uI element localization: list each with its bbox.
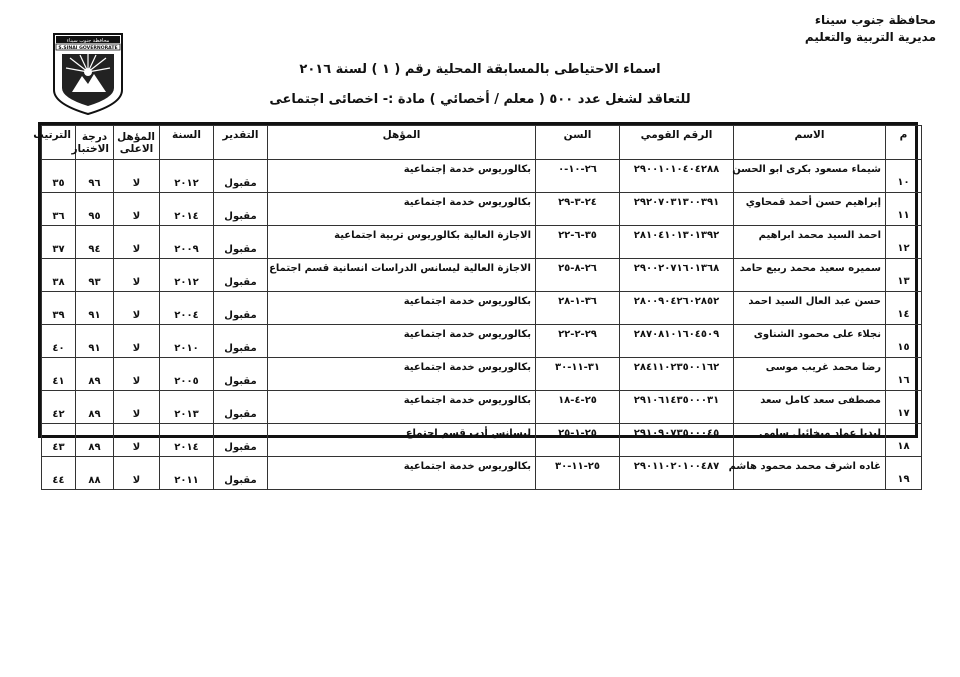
- cell-test-score: ٩١: [76, 325, 114, 358]
- cell-test-score: ٩٣: [76, 259, 114, 292]
- cell-year: ٢٠١٢: [160, 259, 214, 292]
- cell-grade: مقبول: [214, 160, 268, 193]
- cell-qualification: بكالوريوس خدمة اجتماعية: [268, 457, 536, 490]
- cell-higher-qualification: لا: [114, 457, 160, 490]
- cell-m: ١٨: [886, 424, 922, 457]
- header-qualification: المؤهل: [268, 126, 536, 160]
- cell-national-id: ٢٩١٠٦١٤٣٥٠٠٠٣١: [620, 391, 734, 424]
- cell-higher-qualification: لا: [114, 193, 160, 226]
- cell-qualification: بكالوريوس خدمة اجتماعية: [268, 325, 536, 358]
- cell-rank: ٣٦: [42, 193, 76, 226]
- header-age: السن: [536, 126, 620, 160]
- cell-qualification: بكالوريوس خدمة اجتماعية: [268, 391, 536, 424]
- table-row: [42, 292, 922, 325]
- cell-grade: مقبول: [214, 226, 268, 259]
- cell-grade: مقبول: [214, 358, 268, 391]
- document-title: اسماء الاحتياطى بالمسابقة المحلية رقم ( ١ ) لسنة ٢٠١٦: [299, 62, 661, 77]
- reserve-list-table: [33, 122, 918, 486]
- cell-test-score: ٩٤: [76, 226, 114, 259]
- cell-name: ليديا عماد ميخائيل سامى: [734, 424, 886, 457]
- cell-higher-qualification: لا: [114, 226, 160, 259]
- cell-rank: ٣٩: [42, 292, 76, 325]
- cell-national-id: ٢٨١٠٤١٠١٣٠١٣٩٢: [620, 226, 734, 259]
- cell-year: ٢٠٠٥: [160, 358, 214, 391]
- table-row: [42, 226, 922, 259]
- cell-m: ١١: [886, 193, 922, 226]
- cell-national-id: ٢٩٠١١٠٢٠١٠٠٤٨٧: [620, 457, 734, 490]
- cell-year: ٢٠١٣: [160, 391, 214, 424]
- header-grade: التقدير: [214, 126, 268, 160]
- table-header-row: [42, 126, 922, 160]
- cell-higher-qualification: لا: [114, 325, 160, 358]
- cell-name: مصطفى سعد كامل سعد: [734, 391, 886, 424]
- table-row: [42, 457, 922, 490]
- cell-rank: ٤٠: [42, 325, 76, 358]
- cell-test-score: ٨٩: [76, 391, 114, 424]
- cell-m: ١٢: [886, 226, 922, 259]
- header-test-score: درجة الاختبار: [76, 126, 114, 160]
- cell-national-id: ٢٩٠٠٢٠٧١٦٠١٣٦٨: [620, 259, 734, 292]
- cell-name: نجلاء على محمود الشناوى: [734, 325, 886, 358]
- cell-grade: مقبول: [214, 292, 268, 325]
- table-row: [42, 325, 922, 358]
- cell-higher-qualification: لا: [114, 358, 160, 391]
- svg-text:S.SINAI GOVERNORATE: S.SINAI GOVERNORATE: [58, 46, 118, 51]
- header-m: م: [886, 126, 922, 160]
- cell-qualification: ليسانس أدب قسم اجتماع: [268, 424, 536, 457]
- cell-rank: ٣٨: [42, 259, 76, 292]
- cell-age: ٣٥-٦-٢٢: [536, 226, 620, 259]
- cell-m: ١٦: [886, 358, 922, 391]
- cell-qualification: بكالوريوس خدمة إجتماعية: [268, 160, 536, 193]
- cell-m: ١٤: [886, 292, 922, 325]
- header-year: السنة: [160, 126, 214, 160]
- cell-year: ٢٠٠٤: [160, 292, 214, 325]
- cell-age: ٢٦-٨-٢٥: [536, 259, 620, 292]
- cell-test-score: ٩٦: [76, 160, 114, 193]
- cell-year: ٢٠١٤: [160, 193, 214, 226]
- header-national-id: الرقم القومي: [620, 126, 734, 160]
- cell-national-id: ٢٨٠٠٩٠٤٢٦٠٢٨٥٢: [620, 292, 734, 325]
- cell-year: ٢٠١٠: [160, 325, 214, 358]
- cell-age: ٢٦-١٠-٠: [536, 160, 620, 193]
- header-name: الاسم: [734, 126, 886, 160]
- cell-name: احمد السيد محمد ابراهيم: [734, 226, 886, 259]
- cell-national-id: ٢٩١٠٩٠٧٣٥٠٠٠٤٥: [620, 424, 734, 457]
- governorate-logo: [52, 32, 124, 116]
- cell-qualification: الاجازة العالية بكالوريوس تربية اجتماعية: [268, 226, 536, 259]
- cell-grade: مقبول: [214, 193, 268, 226]
- cell-higher-qualification: لا: [114, 391, 160, 424]
- cell-national-id: ٢٩٢٠٧٠٣١٣٠٠٣٩١: [620, 193, 734, 226]
- cell-test-score: ٨٨: [76, 457, 114, 490]
- cell-rank: ٤٣: [42, 424, 76, 457]
- cell-national-id: ٢٩٠٠١٠١٠٤٠٤٢٨٨: [620, 160, 734, 193]
- cell-rank: ٤٢: [42, 391, 76, 424]
- cell-test-score: ٨٩: [76, 424, 114, 457]
- cell-name: رضا محمد غريب موسى: [734, 358, 886, 391]
- cell-m: ١٠: [886, 160, 922, 193]
- cell-age: ٢٥-١١-٣٠: [536, 457, 620, 490]
- cell-grade: مقبول: [214, 424, 268, 457]
- cell-m: ١٣: [886, 259, 922, 292]
- cell-grade: مقبول: [214, 259, 268, 292]
- cell-national-id: ٢٨٧٠٨١٠١٦٠٤٥٠٩: [620, 325, 734, 358]
- cell-grade: مقبول: [214, 325, 268, 358]
- cell-age: ٣١-١١-٣٠: [536, 358, 620, 391]
- cell-qualification: الاجازة العالية ليسانس الدراسات انسانية قسم اجتماع: [268, 259, 536, 292]
- cell-m: ١٥: [886, 325, 922, 358]
- cell-name: غاده اشرف محمد محمود هاشم: [734, 457, 886, 490]
- cell-name: حسن عبد العال السيد احمد: [734, 292, 886, 325]
- cell-name: إبراهيم حسن أحمد قمحاوي: [734, 193, 886, 226]
- table-row: [42, 358, 922, 391]
- cell-age: ٢٥-١-٢٥: [536, 424, 620, 457]
- cell-year: ٢٠١٢: [160, 160, 214, 193]
- cell-higher-qualification: لا: [114, 259, 160, 292]
- cell-age: ٢٤-٣-٢٩: [536, 193, 620, 226]
- cell-m: ١٩: [886, 457, 922, 490]
- cell-rank: ٣٥: [42, 160, 76, 193]
- table-row: [42, 391, 922, 424]
- table-row: [42, 160, 922, 193]
- cell-age: ٢٥-٤-١٨: [536, 391, 620, 424]
- table-row: [42, 259, 922, 292]
- cell-grade: مقبول: [214, 391, 268, 424]
- table-row: [42, 193, 922, 226]
- cell-age: ٢٩-٢-٢٢: [536, 325, 620, 358]
- cell-rank: ٤٤: [42, 457, 76, 490]
- svg-text:محافظة جنوب سيناء: محافظة جنوب سيناء: [66, 38, 110, 44]
- cell-age: ٣٦-١-٢٨: [536, 292, 620, 325]
- cell-test-score: ٩٥: [76, 193, 114, 226]
- cell-qualification: بكالوريوس خدمة اجتماعية: [268, 193, 536, 226]
- table-row: [42, 424, 922, 457]
- cell-higher-qualification: لا: [114, 160, 160, 193]
- cell-rank: ٣٧: [42, 226, 76, 259]
- cell-m: ١٧: [886, 391, 922, 424]
- government-header: [786, 12, 936, 46]
- directorate-name: مديرية التربية والتعليم: [804, 30, 936, 44]
- cell-year: ٢٠٠٩: [160, 226, 214, 259]
- cell-year: ٢٠١٤: [160, 424, 214, 457]
- cell-year: ٢٠١١: [160, 457, 214, 490]
- cell-test-score: ٨٩: [76, 358, 114, 391]
- cell-rank: ٤١: [42, 358, 76, 391]
- cell-name: سميره سعيد محمد ربيع حامد: [734, 259, 886, 292]
- cell-higher-qualification: لا: [114, 292, 160, 325]
- document-subtitle: للتعاقد لشغل عدد ٥٠٠ ( معلم / أخصائي ) مادة :- اخصائى اجتماعى: [269, 92, 691, 107]
- cell-qualification: بكالوريوس خدمة اجتماعية: [268, 358, 536, 391]
- cell-test-score: ٩١: [76, 292, 114, 325]
- cell-name: شيماء مسعود بكرى ابو الحسن: [734, 160, 886, 193]
- header-rank: الترتيب: [42, 126, 76, 160]
- header-higher-qualification: المؤهل الاعلى: [114, 126, 160, 160]
- cell-qualification: بكالوريوس خدمة اجتماعية: [268, 292, 536, 325]
- governorate-name: محافظة جنوب سيناء: [814, 13, 936, 27]
- cell-national-id: ٢٨٤١١٠٢٣٥٠٠١٦٢: [620, 358, 734, 391]
- cell-higher-qualification: لا: [114, 424, 160, 457]
- cell-grade: مقبول: [214, 457, 268, 490]
